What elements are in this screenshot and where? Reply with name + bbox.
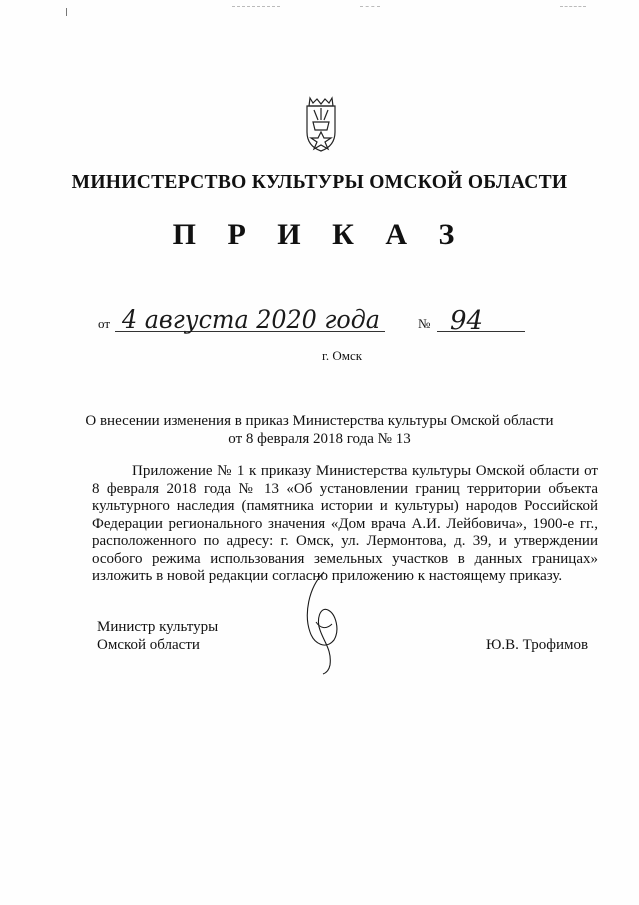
order-subject	[60, 413, 579, 448]
handwritten-number	[448, 302, 498, 338]
scan-dash	[560, 6, 586, 7]
handwritten-date-text: 4 августа 2020 года	[121, 305, 380, 334]
number-prefix: №	[418, 316, 431, 331]
date-prefix: от	[98, 316, 111, 331]
handwritten-number-text: 94	[450, 306, 484, 336]
order-body	[92, 463, 598, 586]
omsk-coat-of-arms-icon	[304, 96, 338, 152]
signatory-title-line: Омской области	[97, 636, 200, 653]
signatory-title	[97, 619, 218, 654]
document-type-heading: П Р И К А З	[172, 218, 467, 251]
ministry-title: МИНИСТЕРСТВО КУЛЬТУРЫ ОМСКОЙ ОБЛАСТИ	[71, 172, 568, 193]
signatory-name: Ю.В. Трофимов	[486, 637, 589, 653]
subject-line: от 8 февраля 2018 года № 13	[228, 430, 411, 447]
handwritten-signature	[296, 570, 356, 675]
handwritten-date	[118, 300, 384, 340]
scan-dash	[360, 6, 380, 7]
signatory-title-line: Министр культуры	[97, 619, 219, 635]
body-paragraph: Приложение № 1 к приказу Министерства культуры Омской области от 8 февраля 2018 года № 13 «Об установлении границ территории объекта культурного наследия (памятника истории и культуры) народов Российской Федерации регионального значения «Дом врача А.И. Лейбовича», 1900-е гг., расположенного по адресу: г. Омск, ул. Лермонтова, д. 39, и утверждении особого режима использования земельных участков в данных границах» изложить в новой редакции согласно приложению к настоящему приказу.	[92, 463, 598, 584]
scan-dash	[232, 6, 280, 7]
scan-mark	[66, 8, 71, 16]
city: г. Омск	[322, 348, 363, 363]
subject-line: О внесении изменения в приказ Министерства культуры Омской области	[85, 413, 554, 429]
